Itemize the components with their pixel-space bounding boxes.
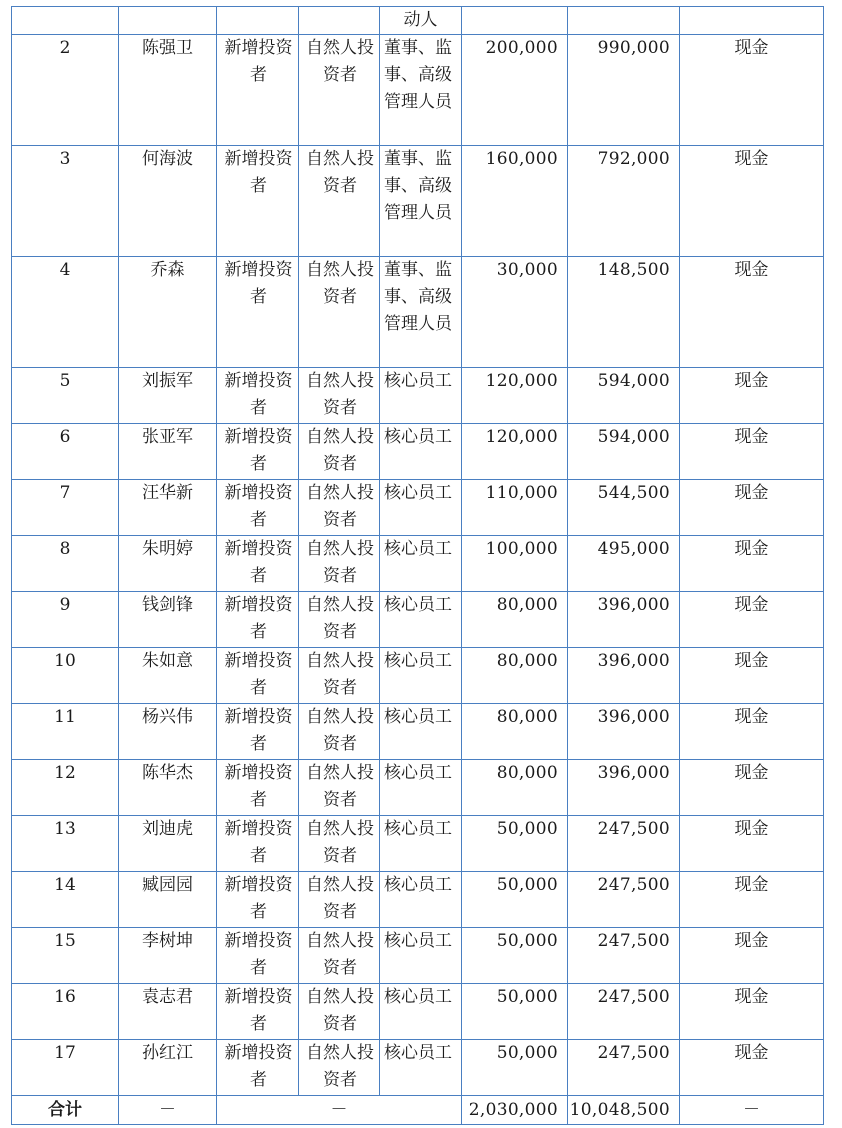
cell-investor-type: 新增投资者 [217, 592, 299, 648]
cell-amount: 247,500 [568, 1040, 680, 1096]
cell-investor-category: 自然人投资者 [299, 424, 380, 480]
cell-method: 现金 [680, 35, 824, 146]
cell-no: 3 [12, 146, 119, 257]
cell-investor-category: 自然人投资者 [299, 536, 380, 592]
cell-role: 董事、监事、高级管理人员 [380, 35, 462, 146]
cell-no: 6 [12, 424, 119, 480]
cell-no: 4 [12, 257, 119, 368]
cell-name: 孙红江 [119, 1040, 217, 1096]
cell-total-merged-dash: － [217, 1096, 462, 1125]
cell-role: 核心员工 [380, 760, 462, 816]
cell-total-amount: 10,048,500 [568, 1096, 680, 1125]
cell-method: 现金 [680, 257, 824, 368]
cell-method: 现金 [680, 928, 824, 984]
cell-no: 5 [12, 368, 119, 424]
table-row [12, 424, 824, 480]
table-row-continued [12, 7, 824, 35]
cell-amount: 396,000 [568, 704, 680, 760]
cell-amount: 594,000 [568, 424, 680, 480]
cell-shares: 80,000 [462, 648, 568, 704]
cell-shares: 160,000 [462, 146, 568, 257]
cell-name: 汪华新 [119, 480, 217, 536]
cell-investor-category: 自然人投资者 [299, 368, 380, 424]
cell-amount: 247,500 [568, 872, 680, 928]
cell-amount: 396,000 [568, 648, 680, 704]
cell-method: 现金 [680, 146, 824, 257]
cell-shares: 200,000 [462, 35, 568, 146]
cell-investor-category: 自然人投资者 [299, 35, 380, 146]
cell-role: 核心员工 [380, 536, 462, 592]
cell-shares: 50,000 [462, 1040, 568, 1096]
cell-shares: 80,000 [462, 592, 568, 648]
table-row [12, 648, 824, 704]
cell-no: 14 [12, 872, 119, 928]
cell-role: 核心员工 [380, 592, 462, 648]
cell-method: 现金 [680, 536, 824, 592]
cell-investor-category: 自然人投资者 [299, 872, 380, 928]
cell-amount: 396,000 [568, 760, 680, 816]
cell-shares: 80,000 [462, 704, 568, 760]
cell-role: 核心员工 [380, 872, 462, 928]
cell-shares: 80,000 [462, 760, 568, 816]
cell-empty [299, 7, 380, 35]
cell-name: 刘迪虎 [119, 816, 217, 872]
cell-no: 15 [12, 928, 119, 984]
cell-role: 核心员工 [380, 424, 462, 480]
cell-name: 朱如意 [119, 648, 217, 704]
cell-name: 乔森 [119, 257, 217, 368]
cell-investor-type: 新增投资者 [217, 35, 299, 146]
cell-investor-category: 自然人投资者 [299, 480, 380, 536]
cell-total-label: 合计 [12, 1096, 119, 1125]
cell-investor-type: 新增投资者 [217, 146, 299, 257]
cell-total-method-dash: － [680, 1096, 824, 1125]
cell-amount: 990,000 [568, 35, 680, 146]
cell-method: 现金 [680, 816, 824, 872]
cell-no: 10 [12, 648, 119, 704]
cell-investor-category: 自然人投资者 [299, 257, 380, 368]
cell-investor-category: 自然人投资者 [299, 816, 380, 872]
cell-investor-type: 新增投资者 [217, 257, 299, 368]
cell-investor-type: 新增投资者 [217, 760, 299, 816]
cell-amount: 495,000 [568, 536, 680, 592]
cell-empty [568, 7, 680, 35]
table-row-total [12, 1096, 824, 1125]
cell-name: 李树坤 [119, 928, 217, 984]
cell-shares: 50,000 [462, 928, 568, 984]
cell-investor-type: 新增投资者 [217, 424, 299, 480]
cell-shares: 100,000 [462, 536, 568, 592]
cell-shares: 50,000 [462, 984, 568, 1040]
cell-no: 8 [12, 536, 119, 592]
cell-name: 陈华杰 [119, 760, 217, 816]
table-row [12, 760, 824, 816]
cell-amount: 247,500 [568, 984, 680, 1040]
cell-shares: 120,000 [462, 424, 568, 480]
table-row [12, 816, 824, 872]
cell-investor-type: 新增投资者 [217, 648, 299, 704]
cell-empty [119, 7, 217, 35]
subscription-table [11, 6, 824, 1125]
cell-investor-category: 自然人投资者 [299, 928, 380, 984]
cell-investor-type: 新增投资者 [217, 704, 299, 760]
cell-empty [217, 7, 299, 35]
cell-role: 核心员工 [380, 984, 462, 1040]
cell-name: 杨兴伟 [119, 704, 217, 760]
cell-role: 核心员工 [380, 704, 462, 760]
cell-no: 2 [12, 35, 119, 146]
cell-no: 11 [12, 704, 119, 760]
cell-shares: 30,000 [462, 257, 568, 368]
table-row [12, 592, 824, 648]
table-row [12, 536, 824, 592]
table-row [12, 984, 824, 1040]
cell-role: 董事、监事、高级管理人员 [380, 257, 462, 368]
cell-method: 现金 [680, 592, 824, 648]
cell-shares: 50,000 [462, 816, 568, 872]
cell-total-name-dash: － [119, 1096, 217, 1125]
cell-amount: 594,000 [568, 368, 680, 424]
cell-name: 臧园园 [119, 872, 217, 928]
cell-total-shares: 2,030,000 [462, 1096, 568, 1125]
cell-name: 陈强卫 [119, 35, 217, 146]
cell-no: 13 [12, 816, 119, 872]
cell-role: 核心员工 [380, 928, 462, 984]
cell-role: 核心员工 [380, 816, 462, 872]
table-row [12, 480, 824, 536]
cell-method: 现金 [680, 984, 824, 1040]
cell-investor-type: 新增投资者 [217, 536, 299, 592]
table-row [12, 928, 824, 984]
cell-method: 现金 [680, 872, 824, 928]
cell-investor-category: 自然人投资者 [299, 592, 380, 648]
cell-role: 核心员工 [380, 648, 462, 704]
cell-method: 现金 [680, 704, 824, 760]
cell-no: 16 [12, 984, 119, 1040]
cell-amount: 247,500 [568, 928, 680, 984]
table-row [12, 35, 824, 146]
cell-shares: 120,000 [462, 368, 568, 424]
cell-amount: 247,500 [568, 816, 680, 872]
cell-no: 7 [12, 480, 119, 536]
cell-investor-category: 自然人投资者 [299, 146, 380, 257]
cell-empty [680, 7, 824, 35]
cell-investor-category: 自然人投资者 [299, 760, 380, 816]
cell-investor-type: 新增投资者 [217, 984, 299, 1040]
cell-name: 何海波 [119, 146, 217, 257]
cell-name: 钱剑锋 [119, 592, 217, 648]
cell-amount: 792,000 [568, 146, 680, 257]
cell-no: 17 [12, 1040, 119, 1096]
cell-role: 核心员工 [380, 368, 462, 424]
cell-method: 现金 [680, 760, 824, 816]
cell-shares: 50,000 [462, 872, 568, 928]
cell-amount: 544,500 [568, 480, 680, 536]
table-row [12, 1040, 824, 1096]
cell-investor-category: 自然人投资者 [299, 984, 380, 1040]
cell-no: 9 [12, 592, 119, 648]
cell-investor-type: 新增投资者 [217, 1040, 299, 1096]
cell-name: 刘振军 [119, 368, 217, 424]
cell-method: 现金 [680, 648, 824, 704]
cell-method: 现金 [680, 480, 824, 536]
cell-empty [12, 7, 119, 35]
cell-method: 现金 [680, 1040, 824, 1096]
table-row [12, 872, 824, 928]
cell-investor-type: 新增投资者 [217, 816, 299, 872]
table-row [12, 257, 824, 368]
cell-investor-category: 自然人投资者 [299, 704, 380, 760]
cell-empty [462, 7, 568, 35]
cell-investor-type: 新增投资者 [217, 480, 299, 536]
table-row [12, 146, 824, 257]
cell-name: 朱明婷 [119, 536, 217, 592]
cell-shares: 110,000 [462, 480, 568, 536]
table-row [12, 368, 824, 424]
cell-role: 核心员工 [380, 1040, 462, 1096]
cell-name: 张亚军 [119, 424, 217, 480]
table-row [12, 704, 824, 760]
cell-amount: 148,500 [568, 257, 680, 368]
cell-method: 现金 [680, 368, 824, 424]
cell-role: 董事、监事、高级管理人员 [380, 146, 462, 257]
cell-role: 核心员工 [380, 480, 462, 536]
cell-method: 现金 [680, 424, 824, 480]
cell-investor-type: 新增投资者 [217, 368, 299, 424]
cell-investor-category: 自然人投资者 [299, 1040, 380, 1096]
cell-investor-type: 新增投资者 [217, 928, 299, 984]
cell-investor-type: 新增投资者 [217, 872, 299, 928]
cell-investor-category: 自然人投资者 [299, 648, 380, 704]
cell-role-continued: 动人 [380, 7, 462, 35]
cell-no: 12 [12, 760, 119, 816]
cell-amount: 396,000 [568, 592, 680, 648]
cell-name: 袁志君 [119, 984, 217, 1040]
